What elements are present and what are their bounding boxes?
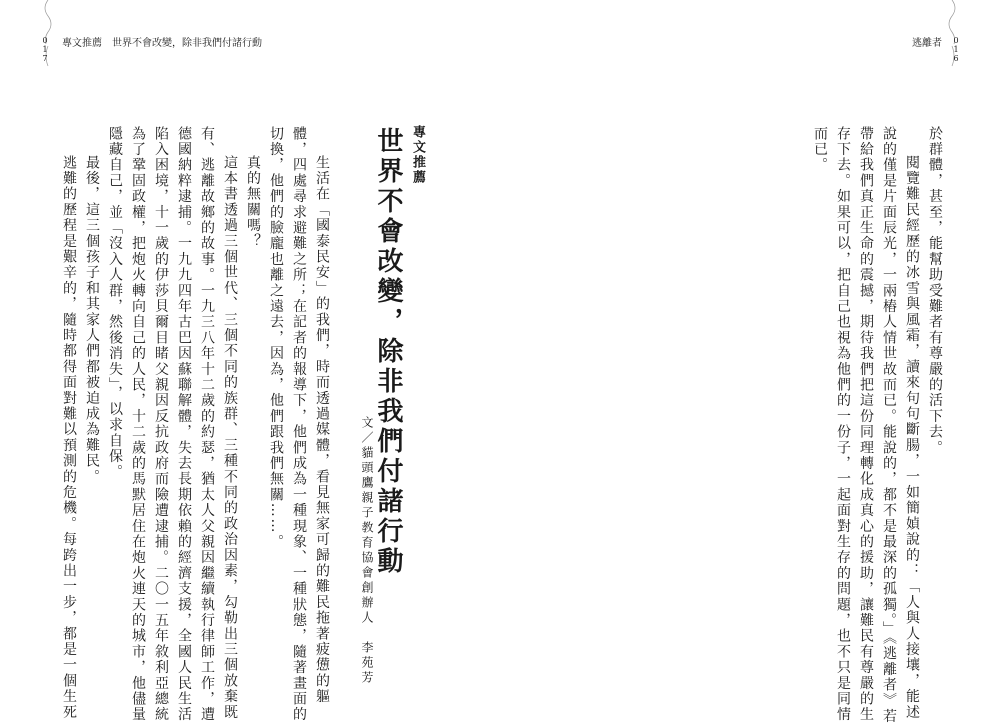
right-page-column-1: 於群體，甚至，能幫助受難者有尊嚴的活下去。 — [927, 126, 943, 456]
left-page-column-2: 體，四處尋求避難之所；在記者的報導下，他們成為一種現象、一種狀態，隨著畫面的 — [291, 126, 307, 723]
running-header-title: 世界不會改變，除非我們付諸行動 — [112, 38, 262, 49]
right-page-column-6: 而已。 — [812, 126, 828, 174]
right-page-column-2: 閱覽難民經歷的冰雪與風霜，讀來句句斷腸，一如簡媜說的：「人與人接壤，能述 — [904, 155, 920, 721]
article-byline: 文／貓頭鷹親子教育協會創辦人 李苑芳 — [360, 416, 374, 686]
article-title: 世界不會改變，除非我們付諸行動 — [373, 127, 403, 577]
running-header-right: 逃離者 — [912, 38, 942, 49]
page-number-left: 017 — [42, 36, 48, 63]
left-page-column-1: 生活在「國泰民安」的我們，時而透過媒體，看見無家可歸的難民拖著疲憊的軀 — [314, 155, 330, 705]
running-header-section: 專文推薦 — [62, 38, 102, 49]
left-page-column-8: 陷入困境，十一歲的伊莎貝爾目睹父親因反抗政府而險遭逮捕。二〇一五年敘利亞總統 — [153, 126, 169, 723]
running-header-left — [62, 38, 262, 50]
left-page-column-3: 切換，他們的臉龐也離之遠去，因為，他們跟我們無關……。 — [268, 126, 284, 550]
article-tag: 專文推薦 — [410, 125, 425, 185]
left-page-column-9: 為了鞏固政權，把炮火轉向自己的人民，十二歲的馬默居住在炮火連天的城市，他儘量 — [130, 126, 146, 723]
left-page-column-6: 有、逃離故鄉的故事。一九三八年十二歲的約瑟，猶太人父親因繼續執行律師工作，遭 — [199, 126, 215, 723]
left-page-column-4: 真的無關嗎？ — [245, 155, 261, 250]
page-number-right: 016 — [953, 36, 959, 63]
left-page-column-11: 最後，這三個孩子和其家人們都被迫成為難民。 — [84, 155, 100, 485]
left-page-column-10: 隱藏自己，並「沒入人群，然後消失」，以求自保。 — [107, 126, 123, 481]
right-page-column-4: 帶給我們真正生命的震撼，期待我們把這份同理轉化成真心的援助，讓難民有尊嚴的生 — [858, 126, 874, 723]
right-page-column-5: 存下去。如果可以，把自己也視為他們的一份子，一起面對生存的問題，也不只是同情 — [835, 126, 851, 723]
left-page-column-7: 德國納粹逮捕。一九九四年古巴因蘇聯解體，失去長期依賴的經濟支援，全國人民生活 — [176, 126, 192, 723]
left-page-column-5: 這本書透過三個世代、三個不同的族群、三種不同的政治因素，勾勒出三個放棄既 — [222, 155, 238, 721]
left-page-column-12: 逃難的歷程是艱辛的，隨時都得面對難以預測的危機。每跨出一步，都是一個生死 — [61, 155, 77, 721]
right-page-column-3: 說的僅是片面辰光，一兩樁人情世故而已。能說的，都不是最深的孤獨。」《逃離者》若 — [881, 126, 897, 724]
